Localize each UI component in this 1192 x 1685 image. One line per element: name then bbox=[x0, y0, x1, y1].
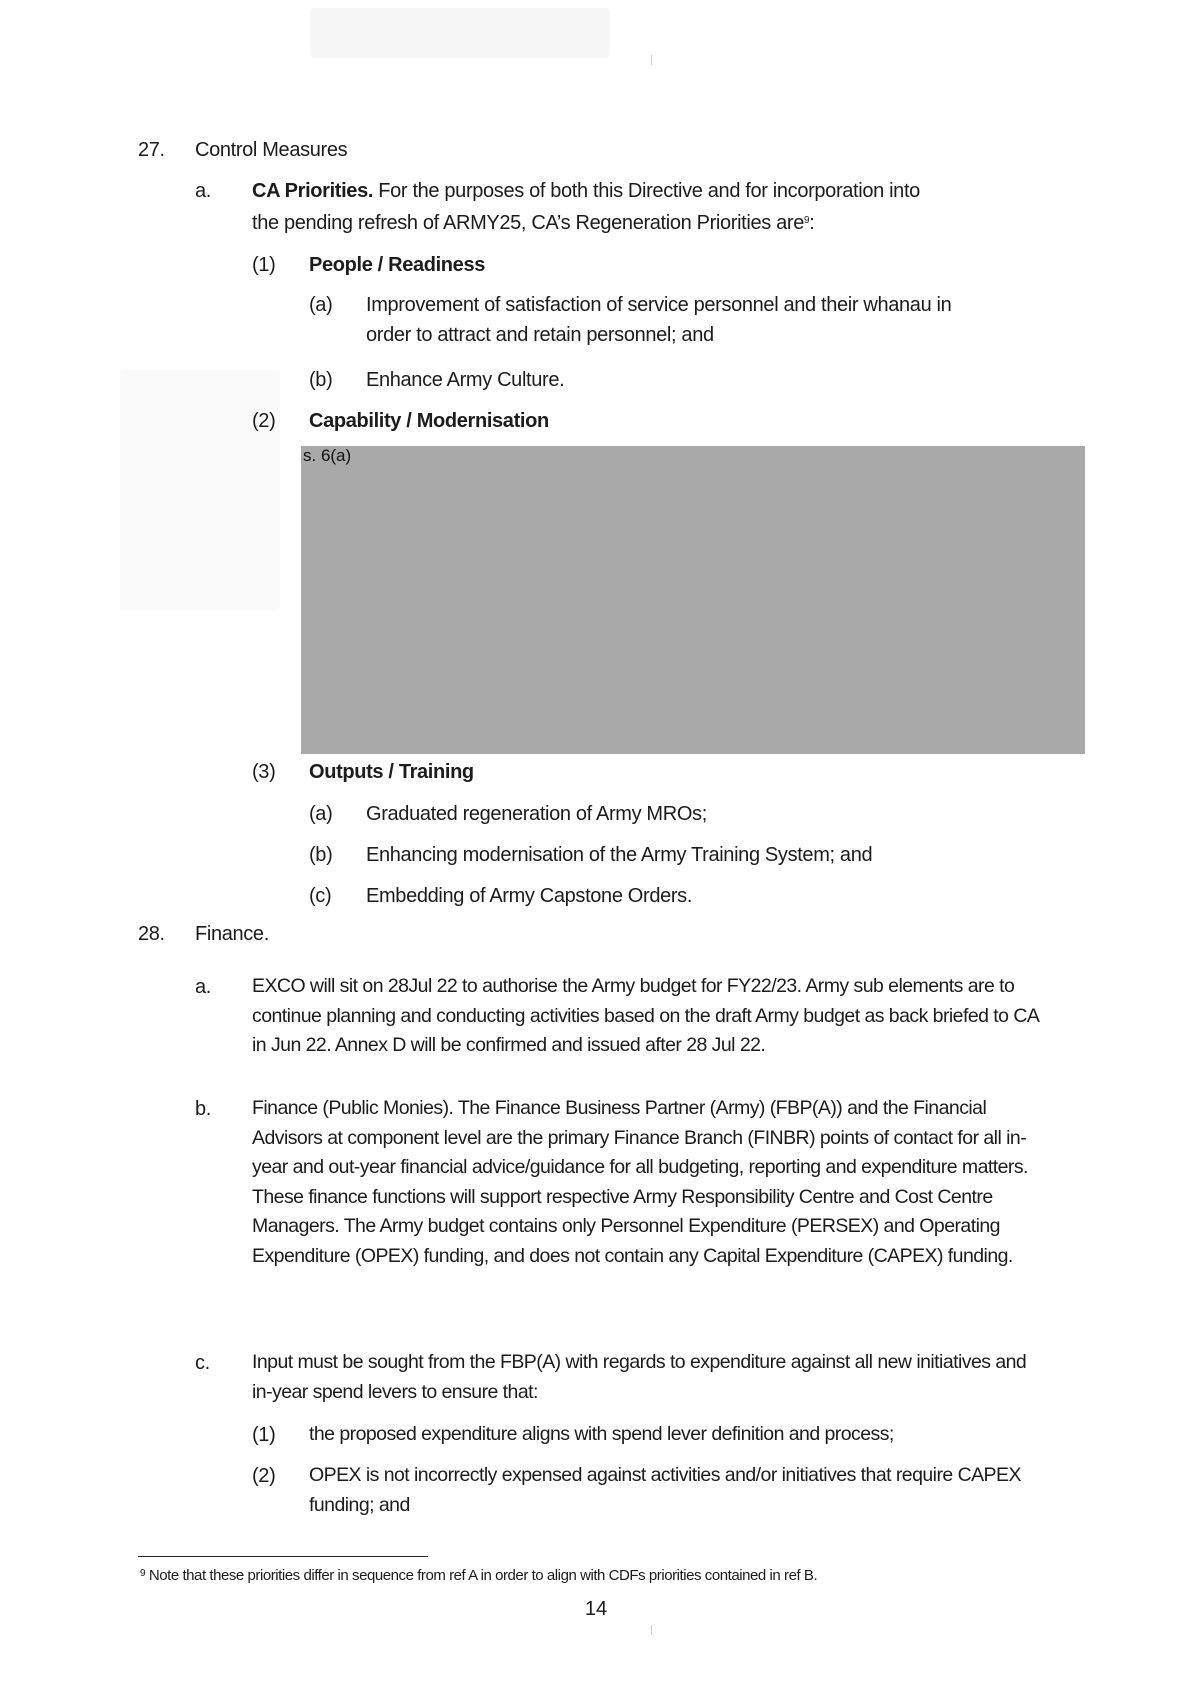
subitem-text: Embedding of Army Capstone Orders. bbox=[366, 885, 693, 907]
item-heading: Capability / Modernisation bbox=[309, 410, 549, 432]
subitem-label: (b) bbox=[309, 369, 333, 391]
scan-artifact bbox=[651, 55, 652, 65]
section-number: 28. bbox=[138, 923, 165, 945]
section-title: Finance. bbox=[195, 923, 269, 945]
subitem-label: (a) bbox=[309, 294, 333, 316]
subitem-label: (c) bbox=[309, 885, 332, 907]
item-label: (1) bbox=[252, 1424, 276, 1446]
subsection-line bbox=[252, 176, 920, 206]
footnote bbox=[140, 1566, 817, 1586]
subsection-label: b. bbox=[195, 1098, 211, 1120]
item-label: (2) bbox=[252, 1465, 276, 1487]
footnote-marker: 9 bbox=[140, 1568, 146, 1579]
scan-artifact bbox=[651, 1625, 652, 1635]
footnote-divider bbox=[138, 1556, 428, 1557]
subsection-text: the pending refresh of ARMY25, CA’s Regeneration Priorities are bbox=[252, 212, 804, 234]
subsection-label: a. bbox=[195, 180, 211, 202]
subitem-label: (a) bbox=[309, 803, 333, 825]
page-number: 14 bbox=[584, 1598, 608, 1620]
item-label: (3) bbox=[252, 761, 276, 783]
subitem-text: Improvement of satisfaction of service personnel and their whanau in bbox=[366, 294, 952, 316]
subsection-line bbox=[252, 208, 814, 238]
subsection-label: a. bbox=[195, 976, 211, 998]
subsection-text: Input must be sought from the FBP(A) with regards to expenditure against all new initiatives and in-year spend levers to ensure that: bbox=[252, 1351, 1027, 1403]
item-text: OPEX is not incorrectly expensed against activities and/or initiatives that require CAPEX funding; and bbox=[309, 1464, 1021, 1516]
item-heading: People / Readiness bbox=[309, 254, 485, 276]
subitem-text: Enhance Army Culture. bbox=[366, 369, 565, 391]
subsection-text: Finance (Public Monies). The Finance Business Partner (Army) (FBP(A)) and the Financial Advisors at component level are the primary Finance Branch (FINBR) points of contact for all in-year and out-year financial advice/guidance for all budgeting, reporting and expenditure matters. These finance functions will support respective Army Responsibility Centre and Cost Centre Managers. The Army budget contains only Personnel Expenditure (PERSEX) and Operating Expenditure (OPEX) funding, and does not contain any Capital Expenditure (CAPEX) funding. bbox=[252, 1097, 1028, 1267]
redaction-box bbox=[301, 446, 1085, 754]
subsection-text: For the purposes of both this Directive and for incorporation into bbox=[378, 180, 920, 202]
footnote-text: Note that these priorities differ in sequence from ref A in order to align with CDFs priorities contained in ref B. bbox=[145, 1567, 818, 1584]
subitem-text: Graduated regeneration of Army MROs; bbox=[366, 803, 707, 825]
item-heading: Outputs / Training bbox=[309, 761, 474, 783]
item-text: the proposed expenditure aligns with spend lever definition and process; bbox=[309, 1423, 894, 1445]
subsection-heading: CA Priorities. bbox=[252, 180, 374, 202]
subsection-text: EXCO will sit on 28Jul 22 to authorise the Army budget for FY22/23. Army sub elements are to continue planning and conducting activities based on the draft Army budget as back briefed to CA in Jun 22. Annex D will be confirmed and issued after 28 Jul 22. bbox=[252, 975, 1039, 1056]
subsection-text: : bbox=[809, 212, 815, 234]
redaction-label: s. 6(a) bbox=[303, 446, 352, 465]
section-title: Control Measures bbox=[195, 139, 348, 161]
subitem-label: (b) bbox=[309, 844, 333, 866]
subsection-label: c. bbox=[195, 1352, 210, 1374]
subitem-text: order to attract and retain personnel; and bbox=[366, 324, 714, 346]
scan-artifact bbox=[310, 8, 610, 58]
footnote-ref[interactable]: 9 bbox=[803, 215, 810, 226]
item-label: (1) bbox=[252, 254, 276, 276]
item-label: (2) bbox=[252, 410, 276, 432]
subitem-text: Enhancing modernisation of the Army Training System; and bbox=[366, 844, 873, 866]
section-number: 27. bbox=[138, 139, 165, 161]
